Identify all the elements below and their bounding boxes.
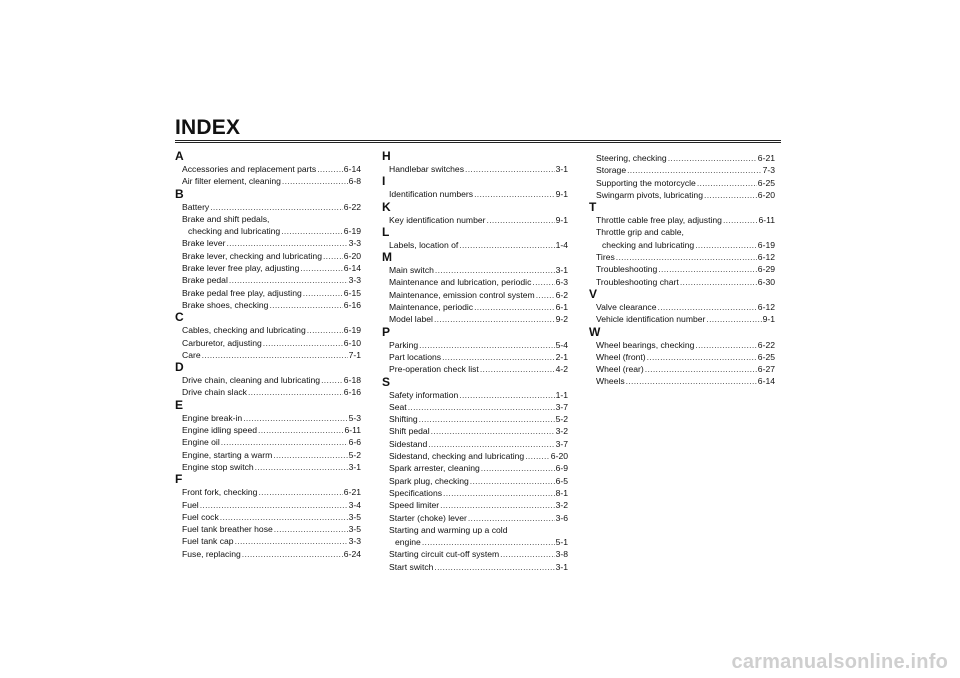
index-entry <box>589 214 775 226</box>
index-entry <box>175 337 361 349</box>
leader-dots <box>281 225 343 237</box>
index-entry <box>175 213 361 225</box>
index-entry-page: 6-22 <box>757 339 775 350</box>
index-entry <box>175 412 361 424</box>
index-entry-page: 9-2 <box>555 314 568 325</box>
index-entry <box>382 401 568 413</box>
index-entry-label: Supporting the motorcycle <box>596 177 696 188</box>
index-entry <box>382 389 568 401</box>
leader-dots <box>317 163 343 175</box>
index-entry-label: Main switch <box>389 265 434 276</box>
index-entry <box>382 214 568 226</box>
index-entry-label: Fuel tank cap <box>182 536 234 547</box>
index-entry-label: Brake lever, checking and lubricating <box>182 250 322 261</box>
index-entry-page: 3-4 <box>348 499 361 510</box>
leader-dots <box>428 438 554 450</box>
index-entry-label: Labels, location of <box>389 239 459 250</box>
index-entry-label: Tires <box>596 252 615 263</box>
index-entry <box>175 449 361 461</box>
index-entry-label: Troubleshooting <box>596 264 658 275</box>
index-entry <box>589 226 775 238</box>
index-entry <box>382 239 568 251</box>
index-section-letter: T <box>589 200 597 215</box>
leader-dots <box>627 164 761 176</box>
leader-dots <box>210 201 343 213</box>
index-entry <box>175 486 361 498</box>
index-entry-label: Sidestand, checking and lubricating <box>389 451 525 462</box>
index-entry-label: Air filter element, cleaning <box>182 176 281 187</box>
index-section-letter: H <box>382 149 391 163</box>
index-entry <box>175 201 361 213</box>
index-entry-label: Engine break-in <box>182 412 243 423</box>
index-entry <box>175 523 361 535</box>
index-section-letter: B <box>175 186 184 201</box>
index-entry-page: 6-25 <box>757 177 775 188</box>
index-entry-page: 6-27 <box>757 364 775 375</box>
index-entry-label: Start switch <box>389 561 434 572</box>
index-entry <box>382 548 568 560</box>
leader-dots <box>440 499 554 511</box>
index-entry-page: 3-1 <box>555 265 568 276</box>
page-title: INDEX <box>175 116 241 139</box>
index-entry <box>382 438 568 450</box>
index-entry-label: Model label <box>389 314 433 325</box>
index-entry-label: Wheel (rear) <box>596 364 644 375</box>
index-entry-label: Brake lever free play, adjusting <box>182 263 300 274</box>
index-entry <box>589 251 775 263</box>
index-section-letter: M <box>382 250 392 265</box>
index-entry-page: 6-12 <box>757 252 775 263</box>
index-entry <box>382 188 568 200</box>
index-entry <box>589 164 775 176</box>
leader-dots <box>434 561 554 573</box>
leader-dots <box>723 214 757 226</box>
index-entry <box>382 425 568 437</box>
index-entry <box>382 363 568 375</box>
leader-dots <box>706 313 761 325</box>
index-entry-page: 6-16 <box>343 387 361 398</box>
index-column-3 <box>589 152 775 388</box>
index-entry <box>175 374 361 386</box>
leader-dots <box>282 175 348 187</box>
leader-dots <box>220 511 348 523</box>
leader-dots <box>658 301 757 313</box>
leader-dots <box>695 339 756 351</box>
index-entry-page: 6-22 <box>343 201 361 212</box>
index-entry <box>175 386 361 398</box>
leader-dots <box>697 177 757 189</box>
leader-dots <box>435 264 555 276</box>
index-entry-label: Swingarm pivots, lubricating <box>596 189 703 200</box>
index-entry <box>589 375 775 387</box>
index-entry <box>382 462 568 474</box>
index-entry-label: Valve clearance <box>596 301 657 312</box>
leader-dots <box>668 152 757 164</box>
index-entry-label: Wheel bearings, checking <box>596 339 695 350</box>
index-entry-label: Brake pedal <box>182 275 228 286</box>
index-entry <box>175 436 361 448</box>
index-entry <box>382 475 568 487</box>
index-entry <box>175 237 361 249</box>
leader-dots <box>525 450 550 462</box>
index-entry <box>175 548 361 560</box>
index-entry-label: Drive chain, cleaning and lubricating <box>182 375 321 386</box>
index-entry-label: checking and lubricating <box>602 239 695 250</box>
index-entry-label: Parking <box>389 339 419 350</box>
index-entry-page: 6-25 <box>757 351 775 362</box>
index-entry-label: Wheels <box>596 376 625 387</box>
index-entry <box>175 299 361 311</box>
leader-dots <box>303 287 343 299</box>
index-entry-page: 6-11 <box>758 215 775 226</box>
index-section-letter: S <box>382 374 391 389</box>
leader-dots <box>434 313 555 325</box>
index-entry-page: 4-2 <box>555 364 568 375</box>
index-entry-page: 6-21 <box>757 153 775 163</box>
leader-dots <box>419 413 555 425</box>
index-entry-page: 3-1 <box>555 164 568 174</box>
index-entry-page: 6-19 <box>343 226 361 237</box>
index-entry-page: 6-14 <box>343 263 361 274</box>
index-entry <box>382 289 568 301</box>
leader-dots <box>480 363 555 375</box>
index-entry-page: 3-2 <box>555 426 568 437</box>
index-section-letter: W <box>589 324 601 339</box>
index-entry-label: Battery <box>182 201 210 212</box>
index-entry-page: 5-1 <box>555 537 568 548</box>
leader-dots <box>459 389 554 401</box>
index-entry-label: checking and lubricating <box>188 226 281 237</box>
index-entry-page: 3-5 <box>348 511 361 522</box>
index-entry-label: Front fork, checking <box>182 487 258 498</box>
index-entry <box>175 511 361 523</box>
index-entry-page: 3-7 <box>555 401 568 412</box>
index-entry-page: 6-20 <box>757 189 775 200</box>
index-entry <box>382 276 568 288</box>
index-entry <box>589 351 775 363</box>
leader-dots <box>474 188 555 200</box>
index-entry <box>382 313 568 325</box>
index-entry-label: Fuse, replacing <box>182 548 241 559</box>
index-entry-page: 3-2 <box>555 500 568 511</box>
index-entry-label: Fuel <box>182 499 199 510</box>
index-entry <box>589 152 775 164</box>
index-entry <box>175 262 361 274</box>
index-entry-page: 6-3 <box>555 277 568 288</box>
index-entry-page: 7-3 <box>762 165 775 176</box>
index-entry-label: Engine, starting a warm <box>182 449 273 460</box>
leader-dots <box>695 239 757 251</box>
leader-dots <box>269 299 342 311</box>
index-entry <box>175 287 361 299</box>
index-section-letter: E <box>175 397 184 412</box>
index-section-letter: F <box>175 472 183 487</box>
index-entry-label: Storage <box>596 165 627 176</box>
index-entry-label: Seat <box>389 401 407 412</box>
index-entry-label: Vehicle identification number <box>596 314 706 325</box>
index-entry <box>175 461 361 473</box>
index-entry-page: 9-1 <box>762 314 775 325</box>
index-entry-page: 6-20 <box>550 451 568 462</box>
index-entry <box>175 535 361 547</box>
index-entry <box>382 351 568 363</box>
index-entry-label: Care <box>182 349 201 360</box>
index-entry-label: Fuel cock <box>182 511 219 522</box>
index-entry <box>382 499 568 511</box>
index-entry <box>589 339 775 351</box>
index-entry-page: 6-15 <box>343 287 361 298</box>
index-entry-page: 6-14 <box>757 376 775 387</box>
leader-dots <box>243 412 347 424</box>
leader-dots <box>255 461 348 473</box>
index-entry <box>382 413 568 425</box>
index-entry <box>589 239 775 251</box>
index-entry-page: 3-1 <box>555 561 568 572</box>
leader-dots <box>616 251 757 263</box>
index-entry-label: Cables, checking and lubricating <box>182 325 306 336</box>
index-entry-label: Fuel tank breather hose <box>182 524 273 535</box>
index-entry-page: 3-5 <box>348 524 361 535</box>
leader-dots <box>443 487 555 499</box>
index-entry <box>589 189 775 201</box>
index-entry-page: 6-10 <box>343 337 361 348</box>
index-entry-label: Starting and warming up a cold <box>389 524 508 535</box>
index-entry-page: 5-2 <box>555 414 568 425</box>
leader-dots <box>300 262 342 274</box>
leader-dots <box>442 351 555 363</box>
index-entry <box>175 225 361 237</box>
leader-dots <box>532 276 554 288</box>
leader-dots <box>431 425 555 437</box>
index-entry <box>589 363 775 375</box>
index-entry-label: Key identification number <box>389 214 486 225</box>
index-entry-page: 6-29 <box>757 264 775 275</box>
leader-dots <box>470 475 555 487</box>
index-column-2 <box>382 150 568 573</box>
index-entry-page: 3-6 <box>555 512 568 523</box>
index-entry <box>382 450 568 462</box>
index-entry <box>589 276 775 288</box>
index-entry-label: Engine idling speed <box>182 425 258 436</box>
index-entry-label: Maintenance, periodic <box>389 302 474 313</box>
leader-dots <box>465 163 555 175</box>
index-entry <box>382 524 568 536</box>
index-section-letter: V <box>589 286 598 301</box>
index-entry-label: Brake lever <box>182 238 226 249</box>
index-section-letter: A <box>175 149 184 163</box>
leader-dots <box>704 189 757 201</box>
index-entry-label: Part locations <box>389 351 442 362</box>
index-entry <box>382 339 568 351</box>
index-entry-page: 3-3 <box>348 536 361 547</box>
leader-dots <box>258 486 342 498</box>
index-entry-label: Specifications <box>389 487 443 498</box>
index-entry-label: Accessories and replacement parts <box>182 164 317 174</box>
index-section-letter: I <box>382 174 386 189</box>
index-entry-label: engine <box>395 537 421 548</box>
index-entry <box>589 301 775 313</box>
index-section-letter: D <box>175 360 184 375</box>
index-entry-page: 6-11 <box>344 425 361 436</box>
leader-dots <box>248 386 343 398</box>
index-entry-label: Maintenance and lubrication, periodic <box>389 277 532 288</box>
index-entry-page: 3-1 <box>348 461 361 472</box>
index-entry <box>382 536 568 548</box>
leader-dots <box>422 536 555 548</box>
leader-dots <box>408 401 555 413</box>
title-rule <box>175 140 781 143</box>
index-entry-label: Brake pedal free play, adjusting <box>182 287 302 298</box>
leader-dots <box>258 424 343 436</box>
leader-dots <box>226 237 347 249</box>
index-entry-page: 6-8 <box>348 176 361 187</box>
index-entry-label: Brake shoes, checking <box>182 299 269 310</box>
index-entry-page: 6-9 <box>555 463 568 474</box>
index-entry-label: Throttle grip and cable, <box>596 227 684 238</box>
index-entry-page: 9-1 <box>555 214 568 225</box>
index-entry <box>175 175 361 187</box>
leader-dots <box>487 214 555 226</box>
leader-dots <box>536 289 555 301</box>
index-entry-label: Starter (choke) lever <box>389 512 467 523</box>
index-entry-label: Throttle cable free play, adjusting <box>596 215 722 226</box>
index-entry-page: 1-1 <box>555 389 568 400</box>
index-section-letter: L <box>382 224 390 239</box>
leader-dots <box>229 274 348 286</box>
index-entry <box>175 324 361 336</box>
leader-dots <box>235 535 348 547</box>
index-entry-label: Pre-operation check list <box>389 364 479 375</box>
index-entry <box>175 499 361 511</box>
index-entry-label: Engine oil <box>182 437 220 448</box>
index-entry-page: 5-3 <box>348 412 361 423</box>
leader-dots <box>321 374 343 386</box>
index-entry-label: Wheel (front) <box>596 351 646 362</box>
index-entry-page: 6-19 <box>343 325 361 336</box>
index-entry-label: Starting circuit cut-off system <box>389 549 500 560</box>
leader-dots <box>419 339 554 351</box>
index-entry <box>382 561 568 573</box>
index-entry <box>175 250 361 262</box>
index-section-letter: P <box>382 324 391 339</box>
index-entry-page: 5-4 <box>555 339 568 350</box>
index-entry-page: 3-7 <box>555 438 568 449</box>
leader-dots <box>221 436 348 448</box>
leader-dots <box>200 499 348 511</box>
index-entry <box>175 349 361 361</box>
leader-dots <box>474 301 554 313</box>
leader-dots <box>323 250 343 262</box>
index-entry-label: Shifting <box>389 414 418 425</box>
leader-dots <box>500 548 554 560</box>
watermark-footer[interactable]: carmanualsonline.info <box>731 651 948 673</box>
index-entry-page: 3-3 <box>348 275 361 286</box>
index-entry-page: 6-12 <box>757 301 775 312</box>
index-entry <box>382 301 568 313</box>
leader-dots <box>307 324 343 336</box>
index-entry-page: 6-20 <box>343 250 361 261</box>
index-entry <box>382 512 568 524</box>
index-entry-page: 9-1 <box>555 189 568 200</box>
index-entry-label: Safety information <box>389 389 459 400</box>
leader-dots <box>273 449 347 461</box>
index-entry-label: Sidestand <box>389 438 428 449</box>
index-entry-page: 6-14 <box>343 164 361 174</box>
index-entry-page: 6-24 <box>343 548 361 559</box>
index-entry-page: 3-3 <box>348 238 361 249</box>
leader-dots <box>202 349 348 361</box>
index-entry-page: 7-1 <box>348 349 361 360</box>
index-entry-page: 3-8 <box>555 549 568 560</box>
leader-dots <box>263 337 343 349</box>
index-entry <box>175 163 361 175</box>
leader-dots <box>647 351 757 363</box>
index-entry-page: 2-1 <box>555 351 568 362</box>
index-entry-page: 6-6 <box>348 437 361 448</box>
index-entry <box>382 487 568 499</box>
index-entry-page: 6-2 <box>555 289 568 300</box>
leader-dots <box>242 548 343 560</box>
index-entry-page: 5-2 <box>348 449 361 460</box>
leader-dots <box>658 263 756 275</box>
index-entry-label: Brake and shift pedals, <box>182 213 270 224</box>
leader-dots <box>274 523 348 535</box>
index-entry-page: 1-4 <box>555 239 568 250</box>
index-entry-page: 6-1 <box>555 302 568 313</box>
index-entry-page: 6-18 <box>343 375 361 386</box>
index-entry-label: Spark arrester, cleaning <box>389 463 480 474</box>
index-section-letter: C <box>175 310 184 325</box>
index-entry-label: Maintenance, emission control system <box>389 289 535 300</box>
index-entry <box>589 313 775 325</box>
index-entry-page: 6-30 <box>757 276 775 287</box>
index-entry-label: Engine stop switch <box>182 461 254 472</box>
index-section-letter: K <box>382 199 391 214</box>
index-entry-label: Steering, checking <box>596 153 667 163</box>
leader-dots <box>481 462 555 474</box>
index-entry-page: 6-21 <box>343 487 361 498</box>
index-column-1 <box>175 150 361 560</box>
index-entry-label: Spark plug, checking <box>389 475 469 486</box>
index-entry <box>175 274 361 286</box>
index-entry-label: Speed limiter <box>389 500 440 511</box>
index-entry <box>589 263 775 275</box>
index-entry-page: 6-16 <box>343 299 361 310</box>
index-entry-label: Drive chain slack <box>182 387 247 398</box>
index-entry <box>175 424 361 436</box>
index-entry-page: 6-5 <box>555 475 568 486</box>
index-entry-page: 6-19 <box>757 239 775 250</box>
index-entry <box>589 177 775 189</box>
leader-dots <box>459 239 554 251</box>
index-entry <box>382 264 568 276</box>
leader-dots <box>645 363 757 375</box>
index-entry <box>382 163 568 175</box>
leader-dots <box>626 375 757 387</box>
index-entry-label: Handlebar switches <box>389 164 464 174</box>
index-entry-label: Shift pedal <box>389 426 430 437</box>
index-entry-label: Identification numbers <box>389 189 474 200</box>
index-entry-page: 8-1 <box>555 487 568 498</box>
index-entry-label: Troubleshooting chart <box>596 276 679 287</box>
leader-dots <box>680 276 757 288</box>
leader-dots <box>468 512 555 524</box>
index-entry-label: Carburetor, adjusting <box>182 337 262 348</box>
